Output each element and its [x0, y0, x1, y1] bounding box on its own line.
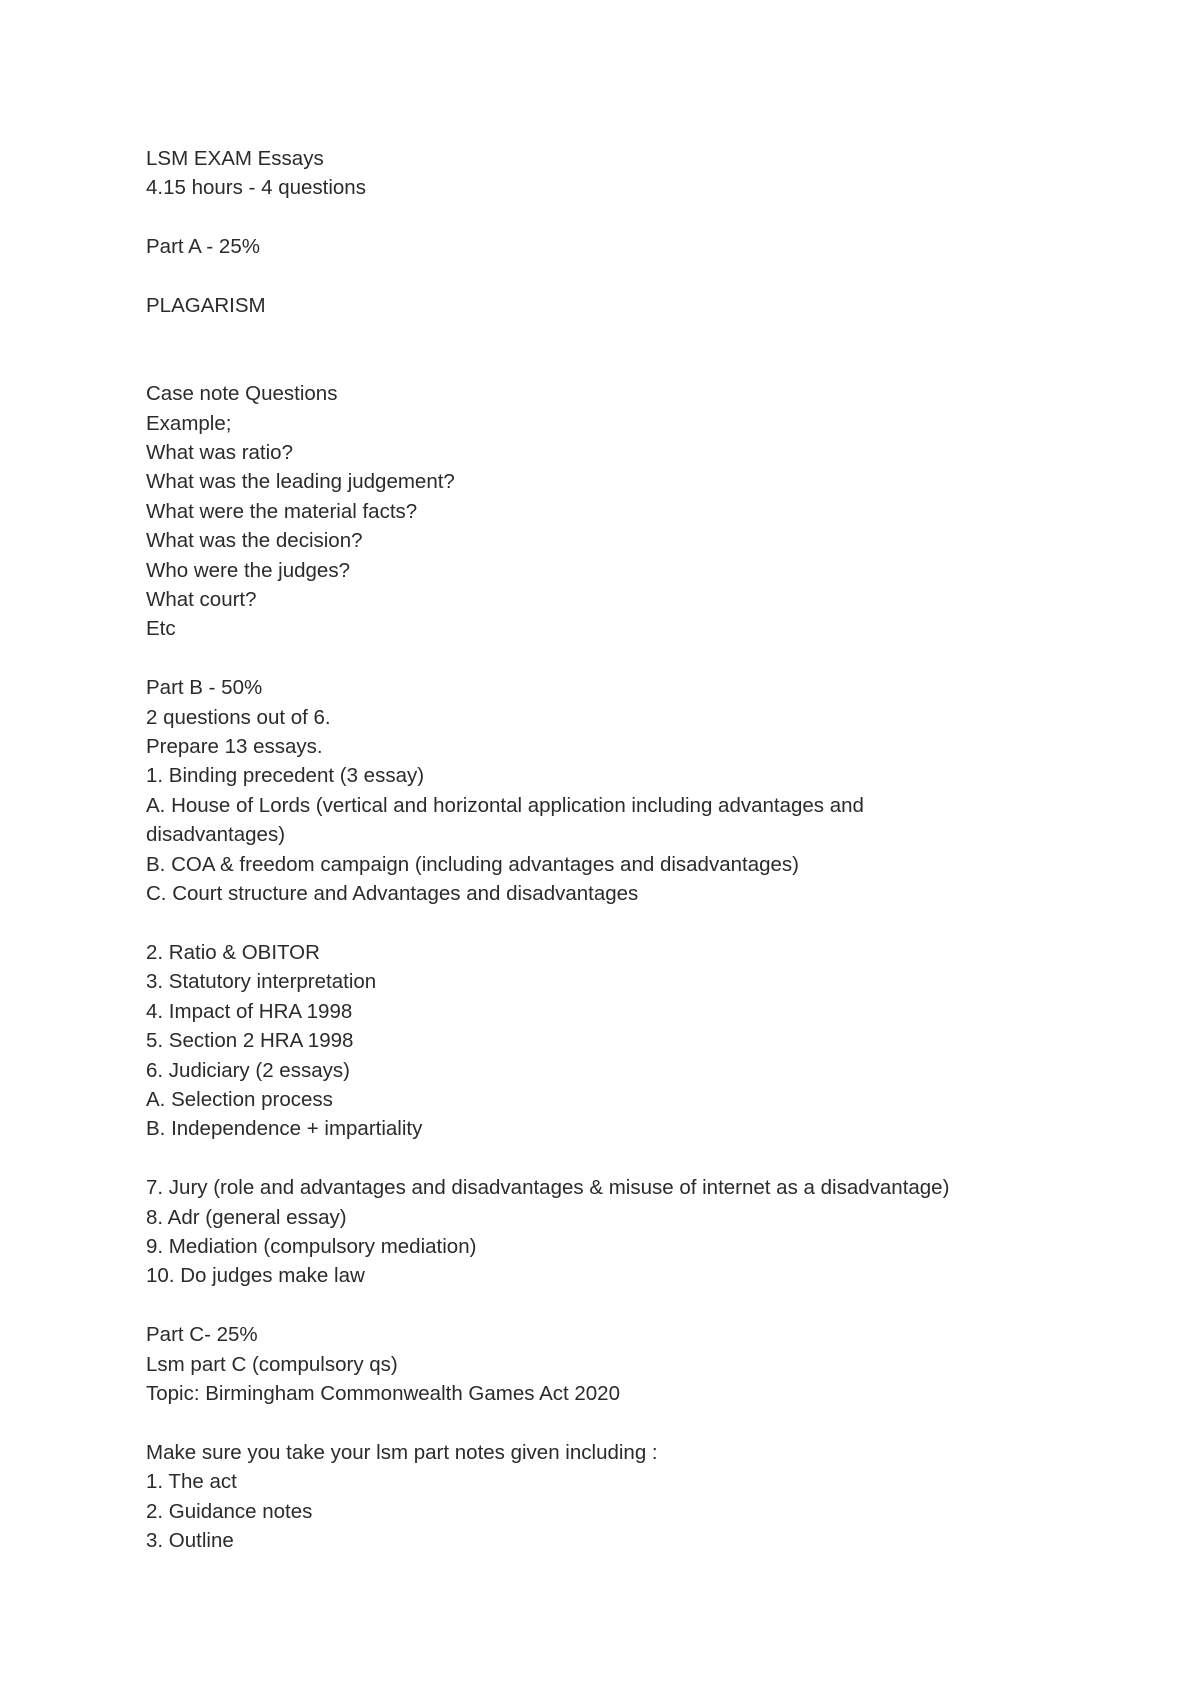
part-b-choice: 2 questions out of 6. — [146, 705, 331, 729]
essay-topic: 2. Ratio & OBITOR — [146, 940, 320, 964]
case-question: What were the material facts? — [146, 499, 418, 523]
spacer — [146, 203, 1106, 232]
essay-topic: 5. Section 2 HRA 1998 — [146, 1029, 354, 1053]
essay-subtopic: B. Independence + impartiality — [146, 1117, 423, 1141]
spacer — [146, 1144, 1106, 1173]
essay-topic: 4. Impact of HRA 1998 — [146, 999, 353, 1023]
essay-topic: 10. Do judges make law — [146, 1264, 365, 1288]
binding-precedent-item: C. Court structure and Advantages and disadvantages — [146, 882, 639, 906]
spacer — [146, 1408, 1106, 1437]
case-question: Etc — [146, 617, 176, 641]
part-c-subheading: Lsm part C (compulsory qs) — [146, 1352, 398, 1376]
case-question: What was ratio? — [146, 441, 293, 464]
essay-subtopic: A. Selection process — [146, 1087, 333, 1111]
spacer — [146, 350, 1106, 379]
case-question: What was the decision? — [146, 529, 363, 553]
binding-precedent-item: B. COA & freedom campaign (including advantages and disadvantages) — [146, 852, 799, 876]
part-c-note: 1. The act — [146, 1470, 237, 1494]
document-title: LSM EXAM Essays — [146, 147, 324, 170]
part-c-heading: Part C- 25% — [146, 1323, 258, 1347]
essay-topic: 9. Mediation (compulsory mediation) — [146, 1234, 477, 1258]
binding-precedent-item: A. House of Lords (vertical and horizontal application including advantages and disadvantages) — [146, 793, 864, 847]
spacer — [146, 908, 1106, 937]
binding-precedent-title: 1. Binding precedent (3 essay) — [146, 764, 425, 788]
spacer — [146, 320, 1106, 349]
part-c-note: 3. Outline — [146, 1528, 234, 1552]
spacer — [146, 1291, 1106, 1320]
exam-duration: 4.15 hours - 4 questions — [146, 176, 366, 200]
essay-topic: 3. Statutory interpretation — [146, 970, 377, 994]
part-c-reminder: Make sure you take your lsm part notes given including : — [146, 1440, 658, 1464]
spacer — [146, 262, 1106, 291]
essay-topic: 8. Adr (general essay) — [146, 1205, 347, 1229]
example-label: Example; — [146, 411, 232, 435]
part-c-note: 2. Guidance notes — [146, 1499, 313, 1523]
part-b-prepare: Prepare 13 essays. — [146, 735, 323, 759]
part-a-note: PLAGARISM — [146, 294, 266, 317]
document-body — [146, 144, 1106, 1555]
spacer — [146, 644, 1106, 673]
case-question: What court? — [146, 588, 257, 612]
essay-topic: 6. Judiciary (2 essays) — [146, 1058, 350, 1082]
case-question: What was the leading judgement? — [146, 470, 455, 494]
part-c-topic: Topic: Birmingham Commonwealth Games Act 2020 — [146, 1381, 620, 1405]
essay-topic: 7. Jury (role and advantages and disadvantages & misuse of internet as a disadvantage) — [146, 1176, 950, 1200]
case-note-heading: Case note Questions — [146, 382, 338, 406]
part-b-heading: Part B - 50% — [146, 676, 263, 700]
case-question: Who were the judges? — [146, 558, 350, 582]
part-a-heading: Part A - 25% — [146, 235, 260, 259]
